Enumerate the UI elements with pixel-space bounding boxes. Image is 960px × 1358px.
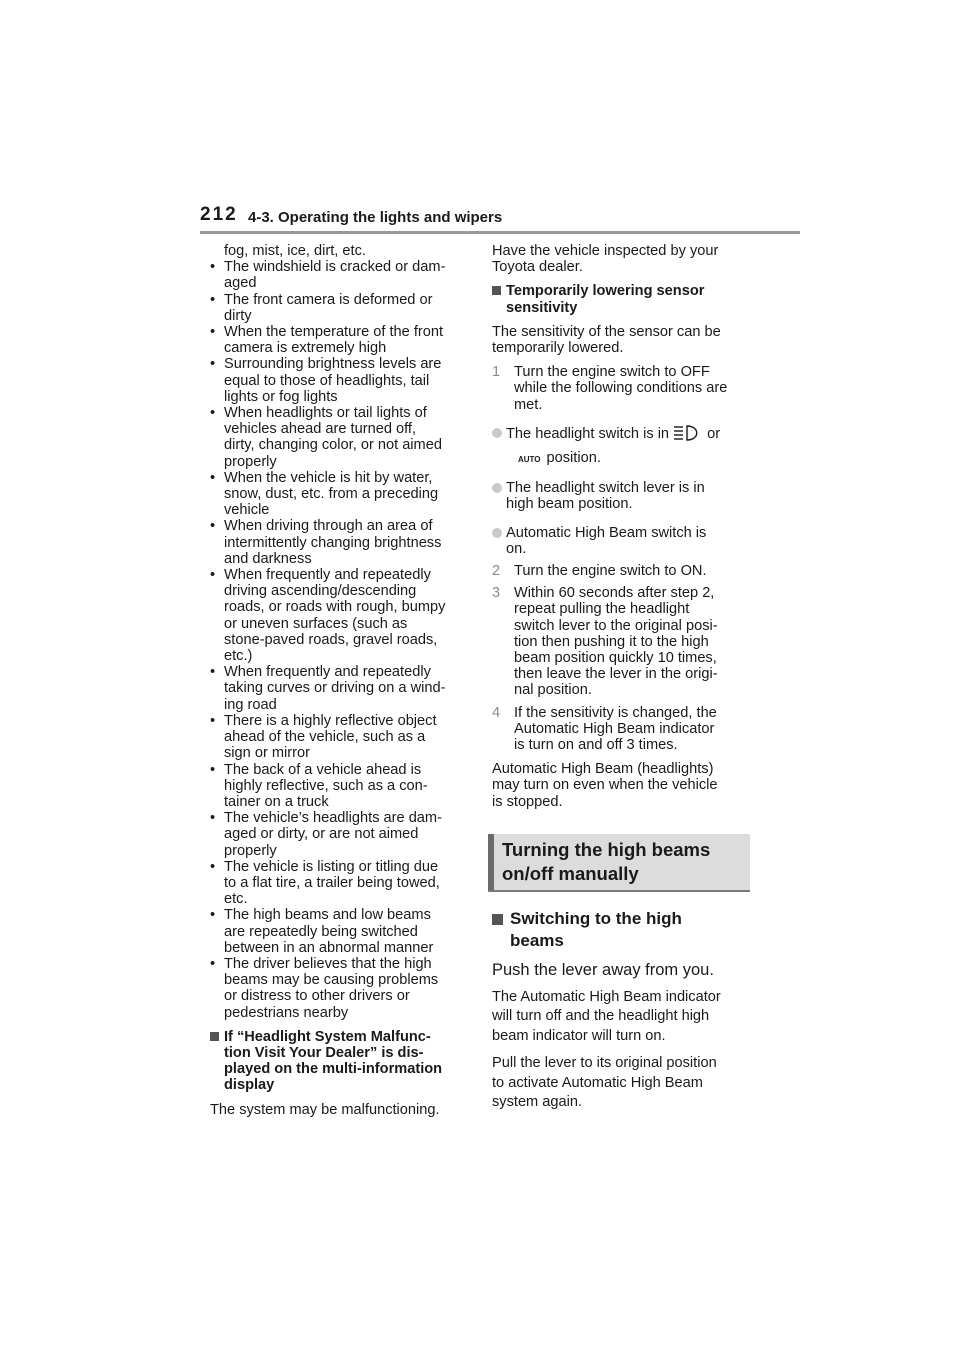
auto-icon: AUTO — [518, 455, 541, 465]
text-line: The back of a vehicle ahead is — [224, 761, 422, 778]
text-line: The windshield is cracked or dam- — [224, 259, 446, 276]
text-line: stone-paved roads, gravel roads, — [224, 631, 438, 648]
text-line: Automatic High Beam (headlights) — [492, 761, 714, 778]
text-line: temporarily lowered. — [492, 340, 624, 357]
text-line: sensitivity — [506, 299, 578, 316]
text-line: taking curves or driving on a wind- — [224, 680, 446, 697]
text-line: If “Headlight System Malfunc- — [224, 1028, 431, 1045]
square-bullet-icon — [492, 914, 503, 925]
text-line: driving ascending/descending — [224, 583, 417, 600]
bullet-item — [210, 713, 470, 762]
text-line: vehicle — [224, 502, 270, 519]
bullet-item — [210, 405, 470, 470]
step-number: 2 — [492, 563, 501, 580]
text-line: The vehicle’s headlights are dam- — [224, 810, 442, 827]
step-number: 1 — [492, 364, 501, 381]
bullet-item — [210, 259, 470, 291]
text-line: or uneven surfaces (such as — [224, 615, 408, 632]
bullet-dot-icon: • — [210, 955, 216, 972]
condition-lever — [492, 480, 752, 512]
bullet-dot-icon: • — [210, 664, 216, 681]
text-line: switch lever to the original posi- — [514, 617, 718, 634]
text-line: There is a highly reflective object — [224, 712, 437, 729]
malfunction-heading — [210, 1029, 470, 1094]
malfunction-text: The system may be malfunctioning. — [210, 1101, 440, 1118]
bullet-dot-icon: • — [210, 761, 216, 778]
text-line: beams — [510, 930, 564, 950]
text-line: properly — [224, 453, 277, 470]
bullet-dot-icon: • — [210, 291, 216, 308]
text-line: Turn the engine switch to OFF — [514, 364, 710, 381]
bullet-dot-icon: • — [210, 518, 216, 535]
step-2 — [492, 563, 752, 579]
text-line: The vehicle is listing or titling due — [224, 858, 439, 875]
circle-bullet-icon — [492, 528, 502, 538]
text-line: to a flat tire, a trailer being towed, — [224, 874, 440, 891]
text-line: When the vehicle is hit by water, — [224, 469, 433, 486]
bullet-dot-icon: • — [210, 469, 216, 486]
text-line: then leave the lever in the origi- — [514, 666, 718, 683]
text-line: Automatic High Beam indicator — [514, 720, 715, 737]
step-number: 4 — [492, 704, 501, 721]
step-3 — [492, 585, 752, 698]
text-line: will turn off and the headlight high — [492, 1008, 710, 1025]
lead-text: Push the lever away from you. — [492, 960, 714, 979]
section-callout — [488, 834, 750, 892]
text-line: Turning the high beams — [502, 838, 711, 860]
bullet-dot-icon: • — [210, 907, 216, 924]
bullet-dot-icon: • — [210, 567, 216, 584]
headlight-icon — [673, 425, 703, 441]
text-line: lights or fog lights — [224, 388, 338, 405]
text-line: When frequently and repeatedly — [224, 664, 431, 681]
text-line: highly reflective, such as a con- — [224, 777, 428, 794]
text-line: while the following conditions are — [514, 380, 728, 397]
text-line: is stopped. — [492, 793, 563, 810]
text-line: vehicles ahead are turned off, — [224, 421, 417, 438]
intro-continuation: fog, mist, ice, dirt, etc. — [224, 243, 366, 259]
page-header — [200, 200, 800, 236]
bullet-item — [210, 810, 470, 859]
paragraph-2 — [492, 1054, 752, 1113]
text-line: may turn on even when the vehicle — [492, 777, 718, 794]
page-number: 212 — [200, 204, 238, 225]
bullet-item — [210, 567, 470, 664]
text-line: When frequently and repeatedly — [224, 567, 431, 584]
header-rule — [200, 231, 800, 234]
step-1 — [492, 364, 752, 413]
text-line: The headlight switch lever is in — [506, 480, 705, 497]
text-line: ahead of the vehicle, such as a — [224, 729, 426, 746]
text-line: beam indicator will turn on. — [492, 1027, 666, 1044]
square-bullet-icon — [210, 1032, 219, 1041]
text-line: Toyota dealer. — [492, 259, 583, 276]
continuation-text — [492, 243, 752, 275]
bullet-item — [210, 518, 470, 567]
text-line: Turn the engine switch to ON. — [514, 563, 707, 580]
text-line: Pull the lever to its original position — [492, 1055, 717, 1072]
text-line: roads, or roads with rough, bumpy — [224, 599, 446, 616]
text-line: Within 60 seconds after step 2, — [514, 585, 715, 602]
callout-bar — [488, 834, 494, 890]
bullet-dot-icon: • — [210, 356, 216, 373]
text-line: Switching to the high — [510, 908, 682, 928]
callout-title — [502, 838, 750, 886]
text-line: on. — [506, 540, 527, 557]
text-line: repeat pulling the headlight — [514, 601, 690, 618]
text-line: are repeatedly being switched — [224, 923, 418, 940]
text-line: The sensitivity of the sensor can be — [492, 323, 721, 340]
text-line: tion Visit Your Dealer” is dis- — [224, 1044, 424, 1061]
text-line: snow, dust, etc. from a preceding — [224, 486, 439, 503]
text-line: and darkness — [224, 550, 312, 567]
text-line: dirty, changing color, or not aimed — [224, 437, 442, 454]
text-line: Surrounding brightness levels are — [224, 356, 442, 373]
text-line: If the sensitivity is changed, the — [514, 704, 717, 721]
bullet-dot-icon: • — [210, 858, 216, 875]
condition-headlight-switch: The headlight switch is in or AUTO position. — [492, 425, 752, 468]
bullet-item — [210, 664, 470, 713]
text-line: sign or mirror — [224, 745, 310, 762]
bullet-item — [210, 470, 470, 519]
text-line: or distress to other drivers or — [224, 988, 410, 1005]
text-line: properly — [224, 842, 277, 859]
text-line: When headlights or tail lights of — [224, 405, 427, 422]
sensitivity-heading — [492, 283, 752, 315]
text-line: When the temperature of the front — [224, 324, 444, 341]
condition-ahb-switch — [492, 525, 752, 557]
text-line: The driver believes that the high — [224, 955, 432, 972]
text-line: dirty — [224, 307, 252, 324]
bullet-item — [210, 292, 470, 324]
text-line: to activate Automatic High Beam — [492, 1074, 703, 1091]
text-line: played on the multi-information — [224, 1061, 443, 1078]
text-line: camera is extremely high — [224, 340, 387, 357]
text-line: system again. — [492, 1094, 583, 1111]
circle-bullet-icon — [492, 483, 502, 493]
text-line: Temporarily lowering sensor — [506, 283, 705, 300]
bullet-item — [210, 907, 470, 956]
text-line: When driving through an area of — [224, 518, 433, 535]
text-line: Have the vehicle inspected by your — [492, 243, 719, 259]
text-line: on/off manually — [502, 862, 639, 884]
bullet-dot-icon: • — [210, 259, 216, 276]
text-line: intermittently changing brightness — [224, 534, 442, 551]
text-line: pedestrians nearby — [224, 1004, 349, 1021]
section-title: 4-3. Operating the lights and wipers — [248, 209, 503, 226]
text-line: display — [224, 1077, 275, 1094]
text-line: Automatic High Beam switch is — [506, 524, 707, 541]
circle-bullet-icon — [492, 428, 502, 438]
text-line: The Automatic High Beam indicator — [492, 988, 721, 1005]
text-line: tion then pushing it to the high — [514, 633, 709, 650]
text-line: aged or dirty, or are not aimed — [224, 826, 419, 843]
note-text — [492, 761, 752, 810]
sensitivity-intro — [492, 324, 752, 356]
step-4 — [492, 705, 752, 754]
square-bullet-icon — [492, 286, 501, 295]
text-line: aged — [224, 275, 257, 292]
bullet-item — [210, 356, 470, 405]
bullet-list — [210, 259, 470, 1021]
text-line: is turn on and off 3 times. — [514, 737, 678, 754]
bullet-item — [210, 324, 470, 356]
text-line: met. — [514, 396, 543, 413]
text-line: etc.) — [224, 648, 253, 665]
text-line: beams may be causing problems — [224, 972, 439, 989]
bullet-item — [210, 956, 470, 1021]
switch-heading — [492, 908, 752, 952]
text-line: equal to those of headlights, tail — [224, 372, 430, 389]
bullet-dot-icon: • — [210, 712, 216, 729]
step-number: 3 — [492, 585, 501, 602]
text-line: ing road — [224, 696, 277, 713]
left-column — [210, 243, 470, 1118]
bullet-item — [210, 762, 470, 811]
text-line: between in an abnormal manner — [224, 939, 434, 956]
text-line: The front camera is deformed or — [224, 291, 433, 308]
text-line: beam position quickly 10 times, — [514, 650, 717, 667]
right-column — [492, 243, 752, 1113]
text-line: The high beams and low beams — [224, 907, 431, 924]
paragraph-1 — [492, 988, 752, 1047]
bullet-item — [210, 859, 470, 908]
bullet-dot-icon: • — [210, 810, 216, 827]
text-line: high beam position. — [506, 496, 633, 513]
text-line: tainer on a truck — [224, 793, 329, 810]
text-line: nal position. — [514, 682, 592, 699]
bullet-dot-icon: • — [210, 405, 216, 422]
text-line: etc. — [224, 891, 248, 908]
bullet-dot-icon: • — [210, 324, 216, 341]
